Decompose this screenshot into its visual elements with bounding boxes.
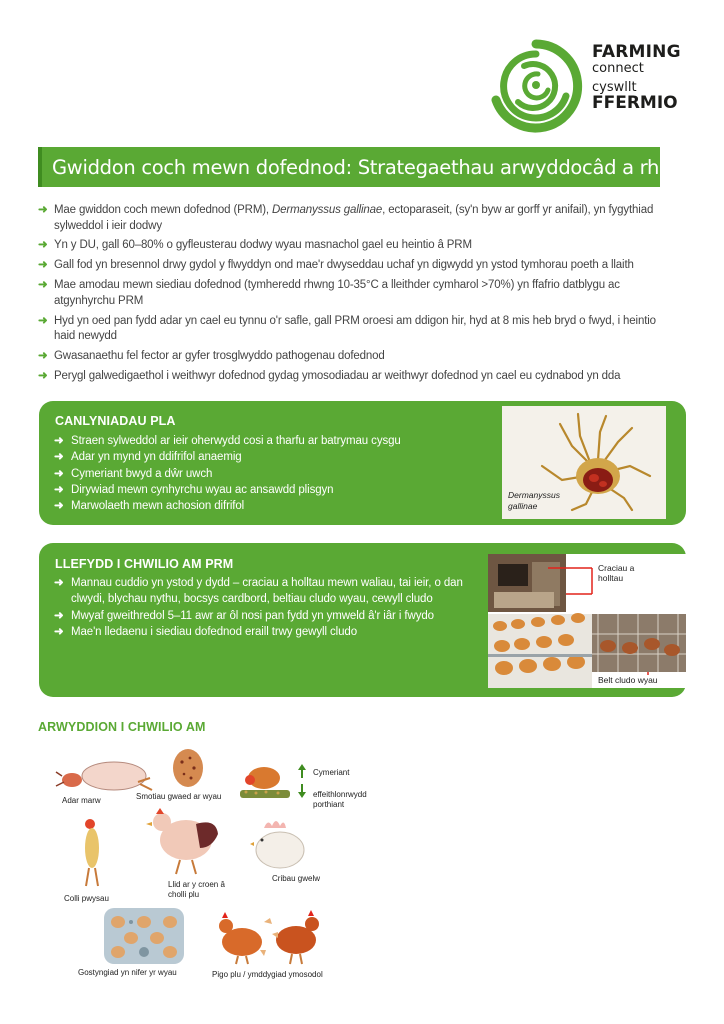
pest-result-item: ➜ Straen sylweddol ar ieir oherwydd cosi a tharfu ar batrymau cysgu xyxy=(54,433,494,449)
pest-result-item: ➜ Dirywiad mewn cynhyrchu wyau ac ansawdd plisgyn xyxy=(54,482,494,498)
feed-efficiency-caption: effeithlonrwydd porthiant xyxy=(313,790,367,809)
pale-comb-hen-icon xyxy=(250,816,306,870)
where-to-look-item: ➜ Mwyaf gweithredol 5–11 awr ar ôl nosi pan fydd yn ymweld â'r iâr i fwydo xyxy=(54,608,474,624)
up-down-arrows-icon xyxy=(296,762,308,800)
arrow-icon: ➜ xyxy=(38,314,48,327)
mite-photo xyxy=(502,406,666,519)
feed-intake-illustration xyxy=(236,760,294,807)
skin-inflammation-illustration xyxy=(146,804,222,881)
title-bar xyxy=(38,147,693,187)
intro-bullet: ➜ Perygl galwedigaethol i weithwyr dofednod gydag ymosodiadau ar weithwyr dofednod yn cael eu cydnabod yn dda xyxy=(38,369,678,385)
intro-bullet: ➜ Gwasanaethu fel fector ar gyfer trosglwyddo pathogenau dofednod xyxy=(38,349,678,365)
intro-bullet: ➜ Mae gwiddon coch mewn dofednod (PRM), Dermanyssus gallinae, ectoparaseit, (sy'n byw ar gorff yr anifail), yn fygythiad sylweddol i ieir dodwy xyxy=(38,204,654,232)
arrow-icon: ➜ xyxy=(38,204,48,216)
intro-bullet: ➜ Gall fod yn bresennol drwy gydol y flwyddyn ond mae'r dwyseddau uchaf yn digwydd yn ystod tymhorau poeth a llaith xyxy=(38,258,678,274)
conveyor-callout: Belt cludo wyau xyxy=(598,675,658,685)
where-to-look-item: ➜ Mannau cuddio yn ystod y dydd – craciau a holltau mewn waliau, tai ieir, o dan clwydi, blychau nythu, bocsys cardbord, beltiau cludo wyau, cewyll cludo xyxy=(54,577,463,606)
page-title: Gwiddon coch mewn dofednod: Strategaethau arwyddocâd a rheoli xyxy=(52,155,693,179)
skin-inflammation-caption: Llid ar y croen â cholli plu xyxy=(168,880,225,899)
arrow-icon: ➜ xyxy=(54,483,64,496)
intro-bullet: ➜ Hyd yn oed pan fydd adar yn cael eu tynnu o'r safle, gall PRM oroesi am ddigon hir, hyd at 8 mis heb bryd o fwyd, i heintio haid newydd xyxy=(38,314,656,343)
dead-hen-icon xyxy=(54,752,159,794)
arrow-icon: ➜ xyxy=(54,625,64,638)
feather-pecking-illustration xyxy=(212,902,332,971)
hen-feeding-icon xyxy=(236,760,294,802)
cracks-callout: Craciau a holltau xyxy=(598,563,635,583)
logo-line-3: cyswllt xyxy=(592,80,637,95)
weight-loss-illustration xyxy=(76,818,108,895)
hiding-places-photos xyxy=(488,554,686,688)
arrow-icon: ➜ xyxy=(38,369,48,382)
pest-result-item: ➜ Adar yn mynd yn ddifrifol anaemig xyxy=(54,449,494,465)
arrow-icon: ➜ xyxy=(38,279,48,292)
signs-heading: ARWYDDION I CHWILIO AM xyxy=(38,720,206,734)
intro-bullet: ➜ Mae amodau mewn siediau dofednod (tymheredd rhwng 10-35°C a lleithder cymharol >70%) yn ffafrio datblygu ac atgynhyrchu PRM xyxy=(38,279,620,307)
logo-line-1: FARMING xyxy=(592,42,681,62)
spotted-egg-icon xyxy=(170,746,206,788)
fewer-eggs-caption: Gostyngiad yn nifer yr wyau xyxy=(78,968,177,977)
arrow-icon: ➜ xyxy=(38,349,48,362)
fewer-eggs-illustration xyxy=(104,908,184,969)
arrow-icon: ➜ xyxy=(54,435,64,447)
pale-combs-illustration xyxy=(250,816,306,875)
logo-line-2: connect xyxy=(592,61,644,76)
weight-loss-caption: Colli pwysau xyxy=(64,894,109,903)
hiding-places-icon xyxy=(488,554,686,688)
pest-results-list xyxy=(54,433,494,514)
plucked-hen-icon xyxy=(146,804,222,876)
arrow-icon: ➜ xyxy=(38,259,48,272)
mite-caption: Dermanyssus gallinae xyxy=(508,490,560,511)
arrow-icon: ➜ xyxy=(54,609,64,622)
thin-hen-icon xyxy=(76,818,108,890)
logo-line-4: FFERMIO xyxy=(592,93,678,113)
swirl-logo-icon xyxy=(484,38,588,133)
intake-arrows xyxy=(296,762,308,805)
intake-caption: Cymeriant xyxy=(313,768,350,777)
arrow-icon: ➜ xyxy=(54,577,64,589)
blood-spots-caption: Smotiau gwaed ar wyau xyxy=(136,792,222,801)
pest-result-item: ➜ Cymeriant bwyd a dŵr uwch xyxy=(54,466,494,482)
feather-pecking-caption: Pigo plu / ymddygiad ymosodol xyxy=(212,970,323,979)
logo-wordmark xyxy=(592,44,681,112)
where-to-look-heading: LLEFYDD I CHWILIO AM PRM xyxy=(55,557,234,571)
intro-bullet: ➜ Yn y DU, gall 60–80% o gyfleusterau dodwy wyau masnachol gael eu heintio â PRM xyxy=(38,238,678,254)
farming-connect-logo xyxy=(484,38,694,133)
arrow-icon: ➜ xyxy=(54,467,64,480)
pale-combs-caption: Cribau gwelw xyxy=(272,874,321,883)
blood-spots-illustration xyxy=(170,746,206,793)
arrow-icon: ➜ xyxy=(38,239,48,252)
arrow-icon: ➜ xyxy=(54,451,64,464)
pest-results-panel xyxy=(39,401,686,525)
where-to-look-item: ➜ Mae'n lledaenu i siediau dofednod eraill trwy gewyll cludo xyxy=(54,624,474,640)
where-to-look-list xyxy=(54,575,474,640)
dead-birds-caption: Adar marw xyxy=(62,796,101,805)
pest-result-item: ➜ Marwolaeth mewn achosion difrifol xyxy=(54,498,494,514)
egg-tray-icon xyxy=(104,908,184,964)
pest-results-heading: CANLYNIADAU PLA xyxy=(55,414,176,428)
arrow-icon: ➜ xyxy=(54,500,64,513)
where-to-look-panel xyxy=(39,543,686,697)
pecking-hens-icon xyxy=(212,902,332,966)
intro-bullet-list xyxy=(38,203,678,389)
